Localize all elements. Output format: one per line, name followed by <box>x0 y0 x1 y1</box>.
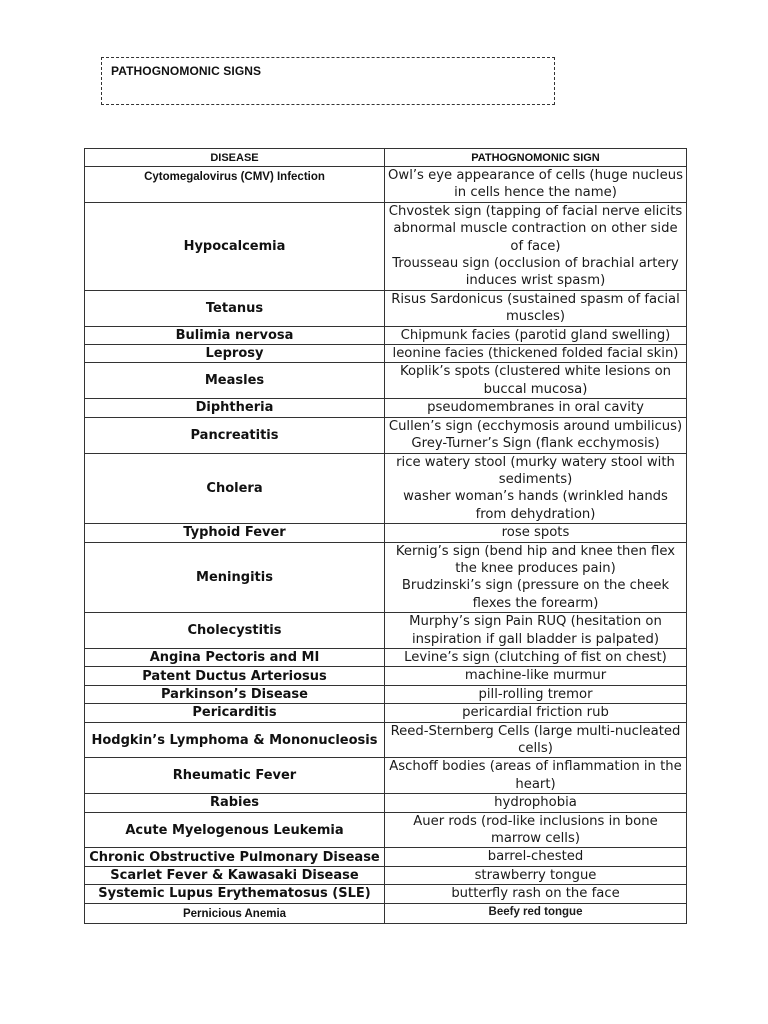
table-row <box>85 667 687 685</box>
pathognomonic-table <box>84 148 687 924</box>
table-row <box>85 885 687 903</box>
sign-text: rice watery stool (murky watery stool with sediments) <box>396 454 675 487</box>
disease-cell: Scarlet Fever & Kawasaki Disease <box>85 866 385 884</box>
sign-text: Chipmunk facies (parotid gland swelling) <box>400 327 671 343</box>
sign-text: butterfly rash on the face <box>451 886 620 902</box>
table-row <box>85 167 687 203</box>
disease-cell: Leprosy <box>85 345 385 363</box>
sign-text: Levine’s sign (clutching of fist on chest) <box>404 649 667 665</box>
sign-cell <box>385 290 687 326</box>
sign-cell <box>385 667 687 685</box>
sign-text: pericardial friction rub <box>462 705 609 721</box>
disease-cell: Cholecystitis <box>85 613 385 649</box>
sign-cell <box>385 794 687 812</box>
table-row <box>85 903 687 923</box>
table-row <box>85 794 687 812</box>
disease-cell: Bulimia nervosa <box>85 326 385 344</box>
table-row <box>85 613 687 649</box>
sign-cell <box>385 685 687 703</box>
disease-cell: Patent Ductus Arteriosus <box>85 667 385 685</box>
sign-text: Murphy’s sign Pain RUQ (hesitation on inspiration if gall bladder is palpated) <box>409 614 662 647</box>
disease-cell: Measles <box>85 363 385 399</box>
sign-text: pill-rolling tremor <box>478 686 593 702</box>
sign-text: Trousseau sign (occlusion of brachial artery induces wrist spasm) <box>392 256 679 289</box>
sign-cell <box>385 524 687 542</box>
sign-text: washer woman’s hands (wrinkled hands from dehydration) <box>403 489 668 522</box>
table-row <box>85 290 687 326</box>
table-row <box>85 758 687 794</box>
sign-text: Reed-Sternberg Cells (large multi-nucleated cells) <box>390 723 681 756</box>
disease-cell: Rabies <box>85 794 385 812</box>
disease-cell: Rheumatic Fever <box>85 758 385 794</box>
sign-text: rose spots <box>501 525 570 541</box>
sign-text: Chvostek sign (tapping of facial nerve elicits abnormal muscle contraction on other side of face) <box>388 203 683 254</box>
title-box <box>101 57 555 105</box>
sign-text: Auer rods (rod-like inclusions in bone marrow cells) <box>413 813 658 847</box>
table-row <box>85 848 687 866</box>
sign-cell <box>385 417 687 453</box>
table-body <box>85 167 687 924</box>
sign-cell <box>385 345 687 363</box>
sign-text: Beefy red tongue <box>488 906 583 919</box>
sign-cell <box>385 363 687 399</box>
table-row <box>85 326 687 344</box>
disease-cell: Hypocalcemia <box>85 202 385 290</box>
sign-cell <box>385 704 687 722</box>
sign-cell <box>385 453 687 524</box>
sign-text: Kernig’s sign (bend hip and knee then flex the knee produces pain) <box>395 543 676 576</box>
sign-text: Aschoff bodies (areas of inflammation in the heart) <box>389 759 682 792</box>
sign-text: barrel-chested <box>487 849 584 865</box>
disease-cell: Typhoid Fever <box>85 524 385 542</box>
table-row <box>85 363 687 399</box>
table-row <box>85 812 687 848</box>
sign-cell <box>385 903 687 923</box>
table-row <box>85 685 687 703</box>
table-row <box>85 417 687 453</box>
sign-text: Brudzinski’s sign (pressure on the cheek flexes the forearm) <box>401 578 670 611</box>
disease-cell: Hodgkin’s Lymphoma & Mononucleosis <box>85 722 385 758</box>
page-title: PATHOGNOMONIC SIGNS <box>111 64 262 78</box>
sign-cell <box>385 202 687 290</box>
table-row <box>85 202 687 290</box>
sign-text: Cullen’s sign (ecchymosis around umbilicus) <box>388 418 683 434</box>
table-row <box>85 648 687 666</box>
sign-cell <box>385 812 687 848</box>
sign-cell <box>385 167 687 203</box>
sign-text: Owl’s eye appearance of cells (huge nucleus in cells hence the name) <box>388 168 683 201</box>
sign-cell <box>385 613 687 649</box>
sign-cell <box>385 542 687 613</box>
sign-cell <box>385 758 687 794</box>
table-row <box>85 704 687 722</box>
sign-text: pseudomembranes in oral cavity <box>427 400 644 416</box>
table-row <box>85 542 687 613</box>
table-row <box>85 399 687 417</box>
disease-cell: Chronic Obstructive Pulmonary Disease <box>85 848 385 866</box>
sign-cell <box>385 722 687 758</box>
sign-text: strawberry tongue <box>474 867 597 883</box>
disease-cell: Parkinson’s Disease <box>85 685 385 703</box>
sign-cell <box>385 848 687 866</box>
disease-cell: Angina Pectoris and MI <box>85 648 385 666</box>
sign-text: Koplik’s spots (clustered white lesions on buccal mucosa) <box>399 364 672 397</box>
disease-cell: Acute Myelogenous Leukemia <box>85 812 385 848</box>
table-row <box>85 453 687 524</box>
disease-cell: Pericarditis <box>85 704 385 722</box>
disease-cell: Cholera <box>85 453 385 524</box>
disease-cell: Systemic Lupus Erythematosus (SLE) <box>85 885 385 903</box>
header-sign: PATHOGNOMONIC SIGN <box>385 149 687 167</box>
disease-cell: Pancreatitis <box>85 417 385 453</box>
disease-cell: Tetanus <box>85 290 385 326</box>
table-row <box>85 866 687 884</box>
header-disease: DISEASE <box>85 149 385 167</box>
disease-cell: Diphtheria <box>85 399 385 417</box>
sign-cell <box>385 885 687 903</box>
sign-text: Risus Sardonicus (sustained spasm of facial muscles) <box>391 291 680 325</box>
sign-cell <box>385 399 687 417</box>
sign-cell <box>385 648 687 666</box>
sign-text: leonine facies (thickened folded facial skin) <box>392 346 679 362</box>
table-header-row <box>85 149 687 167</box>
disease-cell: Meningitis <box>85 542 385 613</box>
sign-cell <box>385 326 687 344</box>
disease-cell: Cytomegalovirus (CMV) Infection <box>85 167 385 203</box>
sign-text: Grey-Turner’s Sign (flank ecchymosis) <box>411 436 660 452</box>
disease-cell: Pernicious Anemia <box>85 903 385 923</box>
sign-cell <box>385 866 687 884</box>
table-row <box>85 722 687 758</box>
table-row <box>85 524 687 542</box>
sign-text: machine-like murmur <box>464 668 607 684</box>
sign-text: hydrophobia <box>494 795 577 811</box>
table-row <box>85 345 687 363</box>
